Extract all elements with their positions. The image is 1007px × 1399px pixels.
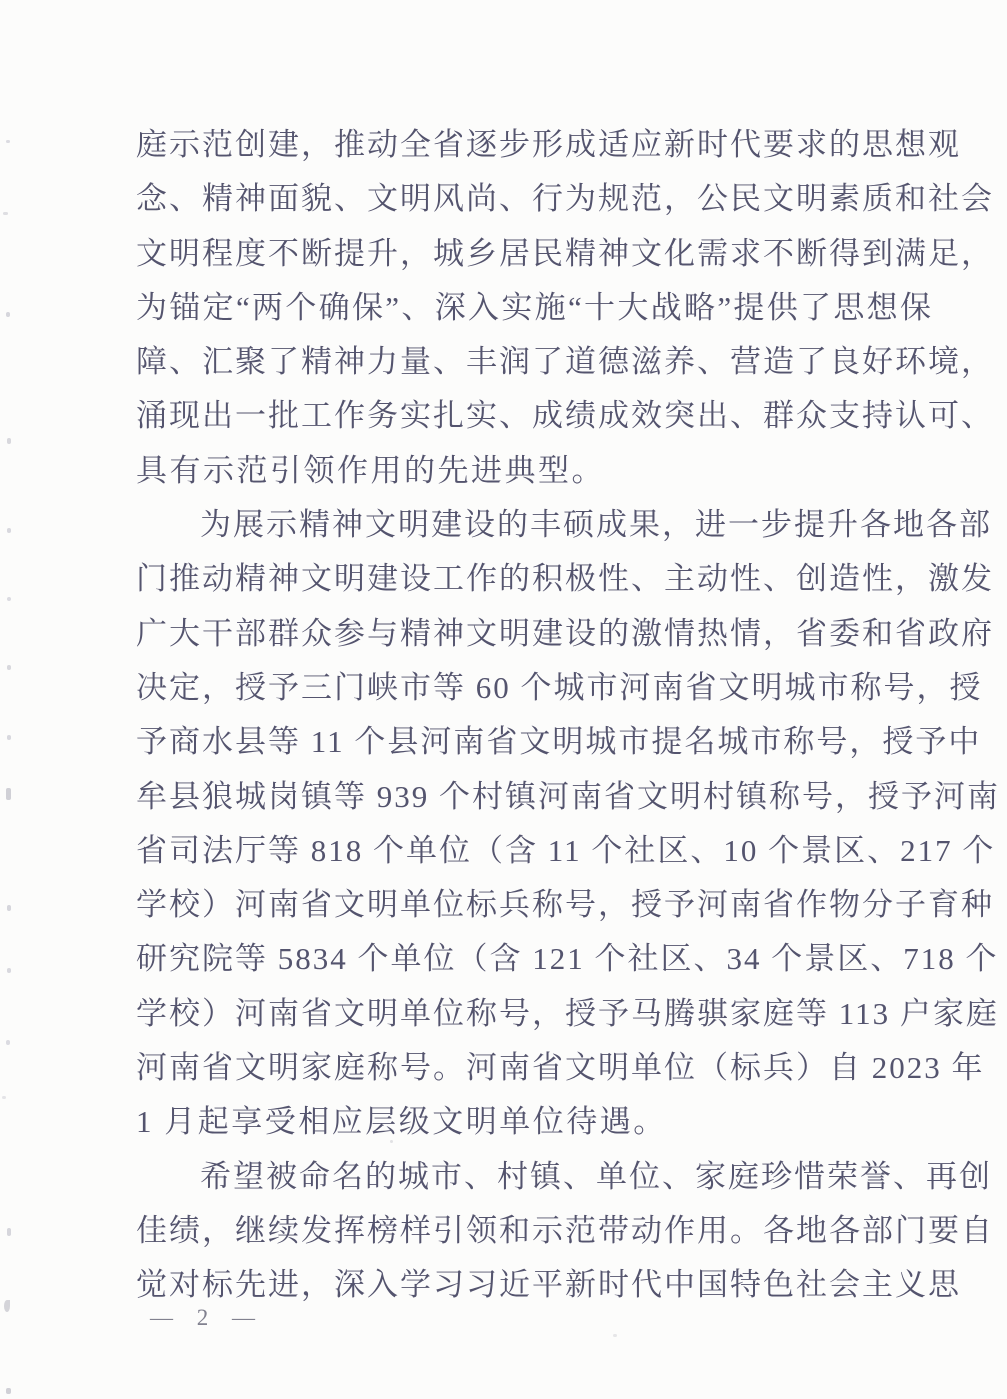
scan-artifact	[6, 1388, 11, 1394]
scan-artifact	[6, 1040, 10, 1045]
text-line: 广大干部群众参与精神文明建设的激情热情，省委和省政府	[136, 615, 994, 651]
text-line: 予商水县等 11 个县河南省文明城市提名城市称号，授予中	[136, 724, 982, 760]
scan-artifact	[613, 1334, 617, 1337]
scan-artifact	[7, 968, 11, 973]
text-line: 决定，授予三门峡市等 60 个城市河南省文明城市称号，授	[136, 669, 983, 705]
text-line: 涌现出一批工作务实扎实、成绩成效突出、群众支持认可、	[136, 398, 994, 434]
scan-artifact	[7, 528, 11, 533]
text-line: 为展示精神文明建设的丰硕成果，进一步提升各地各部	[200, 507, 992, 543]
text-line: 河南省文明家庭称号。河南省文明单位（标兵）自 2023 年	[136, 1050, 985, 1086]
scan-artifact	[6, 140, 10, 143]
text-line: 念、精神面貌、文明风尚、行为规范，公民文明素质和社会	[136, 181, 994, 217]
text-line: 障、汇聚了精神力量、丰润了道德滋养、营造了良好环境，	[136, 344, 994, 380]
text-line: 研究院等 5834 个单位（含 121 个社区、34 个景区、718 个	[136, 941, 999, 977]
text-line: 觉对标先进，深入学习习近平新时代中国特色社会主义思	[136, 1267, 961, 1303]
document-body	[136, 118, 1000, 1313]
text-line: 希望被命名的城市、村镇、单位、家庭珍惜荣誉、再创	[200, 1158, 992, 1194]
text-line: 牟县狼城岗镇等 939 个村镇河南省文明村镇称号，授予河南	[136, 778, 1000, 814]
text-line: 佳绩，继续发挥榜样引领和示范带动作用。各地各部门要自	[136, 1212, 994, 1248]
scan-artifact	[4, 1300, 10, 1312]
text-line: 省司法厅等 818 个单位（含 11 个社区、10 个景区、217 个	[136, 832, 996, 868]
scan-artifact	[7, 1228, 11, 1236]
scan-artifact	[7, 597, 11, 601]
scan-artifact	[3, 212, 8, 215]
text-line: 庭示范创建，推动全省逐步形成适应新时代要求的思想观	[136, 127, 961, 162]
scan-artifact	[7, 665, 11, 670]
page-number: — 2 —	[150, 1305, 264, 1330]
scan-artifact	[6, 788, 11, 800]
text-line: 具有示范引领作用的先进典型。	[136, 452, 605, 488]
text-line: 1 月起享受相应层级文明单位待遇。	[136, 1104, 667, 1140]
text-line: 门推动精神文明建设工作的积极性、主动性、创造性，激发	[136, 561, 994, 597]
scan-artifact	[7, 438, 11, 444]
text-line: 为锚定“两个确保”、深入实施“十大战略”提供了思想保	[136, 289, 933, 325]
text-line: 学校）河南省文明单位称号，授予马腾骐家庭等 113 户家庭	[136, 995, 999, 1031]
scan-artifact	[7, 735, 11, 740]
text-line: 文明程度不断提升，城乡居民精神文化需求不断得到满足，	[136, 235, 994, 271]
scan-artifact	[7, 905, 11, 911]
scan-artifact	[6, 312, 10, 317]
scan-artifact	[2, 1096, 6, 1099]
text-line: 学校）河南省文明单位标兵称号，授予河南省作物分子育种	[136, 887, 994, 923]
